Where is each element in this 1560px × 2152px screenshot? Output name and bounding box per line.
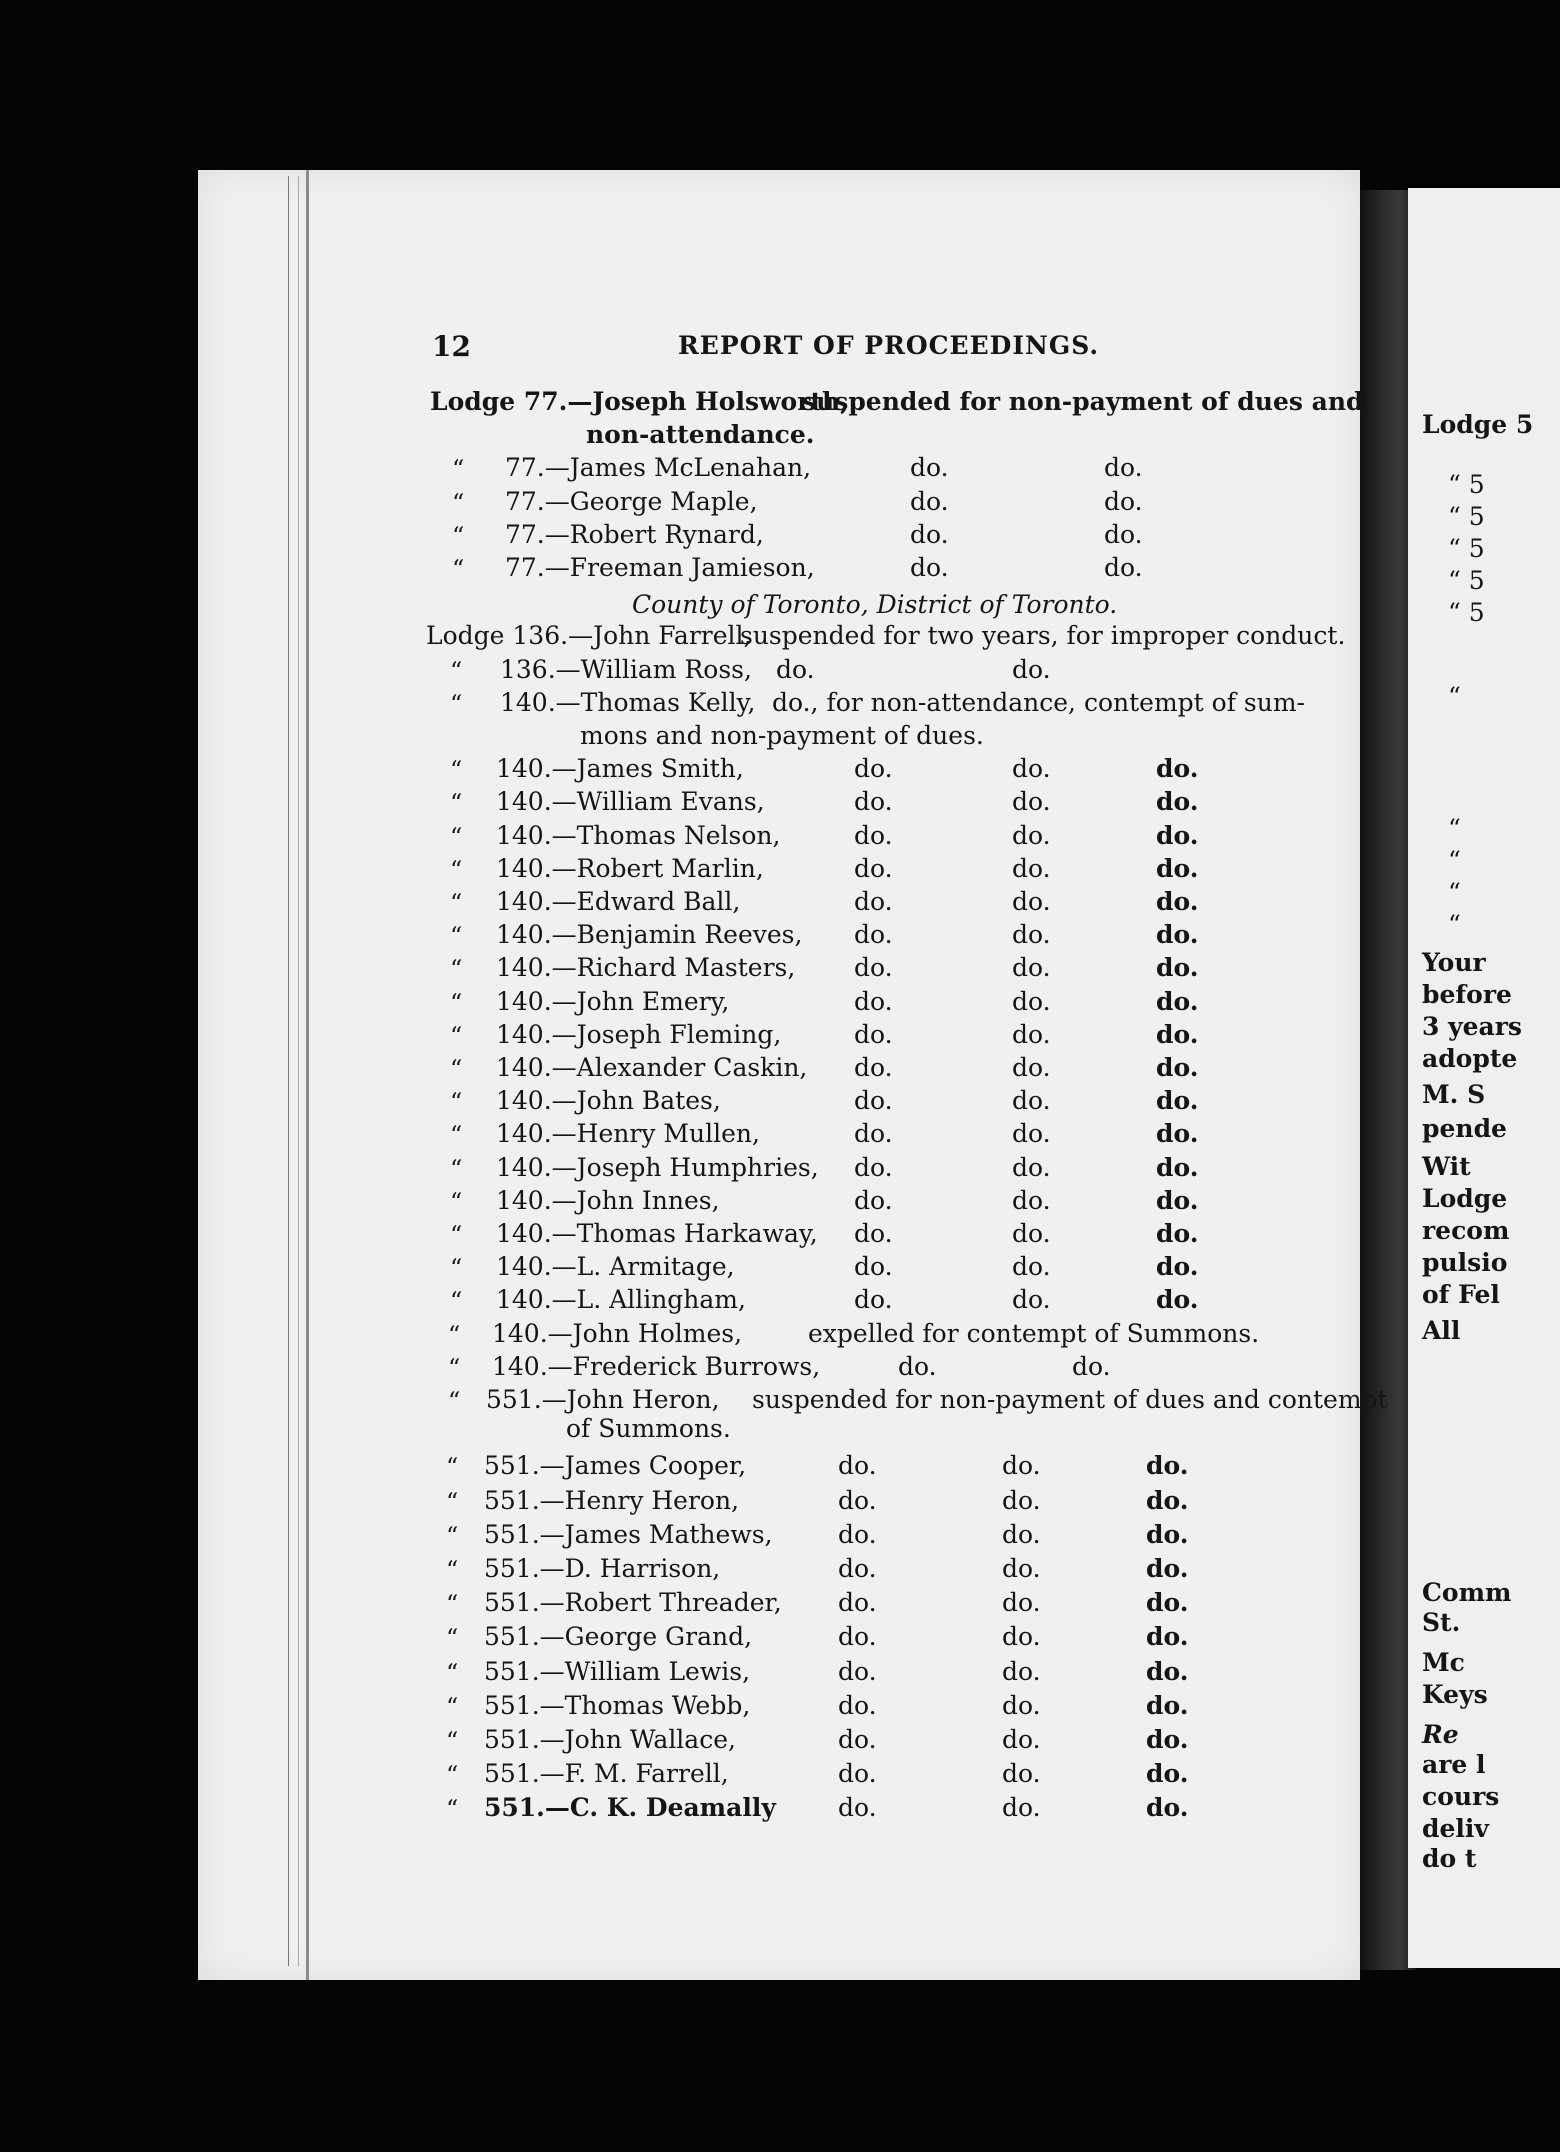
ditto-col-2: do. — [1012, 853, 1051, 883]
facing-page-fragment: pende — [1422, 1114, 1507, 1143]
ditto-mark: “ — [452, 455, 465, 484]
facing-page-fragment: “ — [1448, 878, 1461, 907]
ditto-col-1: do. — [854, 853, 893, 883]
facing-page-fragment: Lodge 5 — [1422, 410, 1534, 439]
ditto-col-2: do. — [1104, 553, 1143, 582]
ditto-col-1: do. — [854, 986, 893, 1016]
entry-name: 551.—George Grand, — [484, 1622, 753, 1652]
entry-name: 140.—Thomas Nelson, — [496, 820, 781, 850]
ditto-col-1: do. — [776, 654, 815, 684]
ditto-col-1: do. — [838, 1519, 877, 1549]
ditto-mark: “ — [450, 656, 463, 685]
entry-name: 77.—George Maple, — [505, 486, 758, 516]
ditto-col-3: do. — [1156, 1152, 1199, 1182]
ditto-mark: “ — [446, 1556, 459, 1584]
ditto-col-3: do. — [1156, 853, 1199, 883]
ditto-col-1: do. — [854, 920, 893, 950]
ditto-mark: “ — [446, 1624, 459, 1653]
ditto-col-3: do. — [1146, 1690, 1189, 1720]
ditto-col-3: do. — [1156, 1086, 1199, 1116]
ditto-col-2: do. — [1012, 787, 1051, 817]
ditto-col-3: do. — [1146, 1519, 1189, 1549]
ditto-col-1: do. — [910, 519, 949, 549]
ditto-col-1: do. — [910, 453, 949, 483]
page-edge — [306, 170, 1363, 1980]
ditto-col-1: do. — [838, 1656, 877, 1686]
ditto-mark: “ — [450, 756, 463, 785]
facing-page-fragment: “ 5 — [1448, 598, 1485, 627]
ditto-col-2: do. — [1012, 920, 1051, 950]
facing-page-fragment: “ — [1448, 846, 1461, 875]
ditto-col-2: do. — [1104, 519, 1143, 549]
ditto-col-2: do. — [1012, 1053, 1051, 1082]
ditto-col-2: do. — [1012, 820, 1051, 850]
ditto-col-3: do. — [1146, 1656, 1189, 1686]
ditto-mark: “ — [446, 1590, 459, 1619]
entry-text: suspended for two years, for improper conduct. — [740, 621, 1346, 651]
facing-page-fragment: Your — [1422, 948, 1486, 977]
ditto-col-3: do. — [1146, 1725, 1189, 1754]
entry-name: 551.—William Lewis, — [484, 1656, 751, 1686]
ditto-col-3: do. — [1156, 1185, 1199, 1215]
facing-page-fragment: “ — [1448, 814, 1461, 843]
ditto-col-3: do. — [1156, 820, 1199, 850]
facing-page-fragment: “ 5 — [1448, 502, 1485, 531]
county-heading: County of Toronto, District of Toronto. — [632, 590, 1118, 620]
ditto-col-1: do. — [854, 1086, 893, 1116]
facing-page-fragment: cours — [1422, 1782, 1500, 1811]
entry-name: 140.—Thomas Harkaway, — [496, 1219, 818, 1248]
entry-name: 140.—John Innes, — [496, 1185, 720, 1215]
ditto-col-3: do. — [1156, 887, 1199, 916]
ditto-col-1: do. — [854, 1285, 893, 1315]
ditto-col-1: do. — [910, 553, 949, 582]
ditto-mark: “ — [450, 822, 463, 851]
ditto-col-2: do. — [1012, 1019, 1051, 1049]
facing-page-fragment: Mc — [1422, 1648, 1465, 1677]
ditto-mark: “ — [448, 1387, 461, 1415]
facing-page-fragment: All — [1422, 1316, 1461, 1345]
ditto-mark: “ — [450, 922, 463, 951]
ditto-mark: “ — [446, 1487, 459, 1516]
entry-name: 140.—John Emery, — [496, 986, 730, 1016]
ditto-col-1: do. — [854, 820, 893, 850]
ditto-col-1: do. — [854, 1019, 893, 1049]
ditto-col-3: do. — [1156, 1219, 1199, 1248]
facing-page-fragment: adopte — [1422, 1044, 1518, 1073]
ditto-col-2: do. — [1104, 453, 1143, 483]
ditto-mark: “ — [452, 521, 465, 550]
facing-page-fragment: recom — [1422, 1216, 1510, 1245]
ditto-col-3: do. — [1146, 1622, 1189, 1652]
entry-name: 140.—Benjamin Reeves, — [496, 920, 803, 950]
entry-name: 140.—Robert Marlin, — [496, 853, 764, 883]
entry-lead: Lodge 136.—John Farrell, — [426, 621, 752, 651]
ditto-mark: “ — [446, 1692, 459, 1721]
entry-name: 140.—Henry Mullen, — [496, 1119, 760, 1149]
ditto-col-1: do. — [838, 1793, 877, 1823]
entry-name: 140.—L. Armitage, — [496, 1252, 735, 1282]
ditto-col-3: do. — [1146, 1793, 1189, 1823]
ditto-col-2: do. — [1012, 1119, 1051, 1149]
ditto-col-2: do. — [1012, 1252, 1051, 1282]
ditto-col-2: do. — [1002, 1622, 1041, 1652]
ditto-mark: “ — [450, 1055, 463, 1083]
entry-name: 551.—F. M. Farrell, — [484, 1759, 729, 1789]
ditto-col-2: do. — [1012, 986, 1051, 1016]
entry-name: 551.—C. K. Deamally — [484, 1793, 776, 1823]
entry-text: suspended for non-payment of dues and contempt — [752, 1385, 1388, 1414]
ditto-mark: “ — [450, 689, 463, 718]
entry-name: 77.—Robert Rynard, — [505, 519, 764, 549]
ditto-mark: “ — [450, 1121, 463, 1150]
entry-text: do., for non-attendance, contempt of sum- — [772, 687, 1305, 717]
ditto-col-1: do. — [898, 1351, 937, 1381]
ditto-col-1: do. — [854, 754, 893, 784]
ditto-mark: “ — [450, 955, 463, 984]
facing-page-fragment: of Fel — [1422, 1280, 1500, 1309]
ditto-col-2: do. — [1012, 1285, 1051, 1315]
entry-lead: Lodge 77.—Joseph Holsworth, — [430, 387, 849, 416]
ditto-col-1: do. — [838, 1485, 877, 1515]
ditto-col-3: do. — [1156, 986, 1199, 1016]
ditto-col-2: do. — [1002, 1725, 1041, 1754]
ditto-col-2: do. — [1012, 754, 1051, 784]
entry-name: 140.—James Smith, — [496, 754, 744, 784]
entry-name: 140.—Edward Ball, — [496, 887, 741, 916]
ditto-col-2: do. — [1104, 486, 1143, 516]
ditto-col-1: do. — [854, 1053, 893, 1082]
facing-page-fragment: before — [1422, 980, 1512, 1009]
ditto-col-3: do. — [1156, 1252, 1199, 1282]
facing-page-fragment: Lodge — [1422, 1184, 1508, 1213]
ditto-col-3: do. — [1146, 1485, 1189, 1515]
entry-name: 551.—James Mathews, — [484, 1519, 773, 1549]
ditto-col-2: do. — [1002, 1759, 1041, 1789]
ditto-col-2: do. — [1012, 1086, 1051, 1116]
entry-name: 140.—Richard Masters, — [496, 953, 796, 983]
ditto-col-3: do. — [1156, 920, 1199, 950]
ditto-col-2: do. — [1012, 953, 1051, 983]
entry-name: 551.—D. Harrison, — [484, 1554, 721, 1583]
ditto-col-3: do. — [1156, 1019, 1199, 1049]
ditto-mark: “ — [450, 988, 463, 1017]
ditto-col-3: do. — [1156, 787, 1199, 817]
ditto-col-1: do. — [910, 486, 949, 516]
facing-page-fragment: St. — [1422, 1608, 1461, 1637]
ditto-col-3: do. — [1146, 1588, 1189, 1618]
ditto-col-2: do. — [1002, 1656, 1041, 1686]
entry-name: 140.—Joseph Fleming, — [496, 1019, 782, 1049]
entry-name: 551.—Henry Heron, — [484, 1485, 740, 1515]
entry-continuation: non-attendance. — [586, 420, 815, 450]
entry-name: 551.—Thomas Webb, — [484, 1690, 751, 1720]
entry-continuation: mons and non-payment of dues. — [580, 721, 984, 750]
ditto-col-2: do. — [1012, 887, 1051, 916]
ditto-mark: “ — [446, 1795, 459, 1824]
ditto-col-1: do. — [854, 1119, 893, 1149]
facing-page-fragment: Keys — [1422, 1680, 1488, 1709]
facing-page-fragment: “ 5 — [1448, 470, 1485, 499]
ditto-mark: “ — [450, 1187, 463, 1216]
ditto-col-2: do. — [1002, 1588, 1041, 1618]
entry-name: 77.—Freeman Jamieson, — [505, 553, 815, 582]
ditto-col-1: do. — [838, 1725, 877, 1754]
ditto-col-1: do. — [838, 1451, 877, 1481]
ditto-mark: “ — [446, 1761, 459, 1790]
ditto-col-2: do. — [1012, 1152, 1051, 1182]
ditto-mark: “ — [450, 1021, 463, 1050]
facing-page-fragment: 3 years — [1422, 1012, 1522, 1041]
entry-name: 140.—Joseph Humphries, — [496, 1152, 819, 1182]
entry-name: 140.—John Bates, — [496, 1086, 721, 1116]
entry-name: 551.—John Wallace, — [484, 1725, 736, 1754]
ditto-col-1: do. — [838, 1554, 877, 1583]
entry-continuation: of Summons. — [566, 1414, 731, 1444]
ditto-col-2: do. — [1002, 1451, 1041, 1481]
ditto-col-1: do. — [854, 887, 893, 916]
ditto-mark: “ — [450, 789, 463, 818]
ditto-col-2: do. — [1012, 1185, 1051, 1215]
ditto-col-3: do. — [1146, 1451, 1189, 1481]
ditto-mark: “ — [448, 1353, 461, 1382]
entry-name: 551.—Robert Threader, — [484, 1588, 782, 1618]
ditto-mark: “ — [452, 555, 465, 583]
ditto-col-1: do. — [854, 1219, 893, 1248]
facing-page-fragment: M. S — [1422, 1080, 1486, 1109]
ditto-col-2: do. — [1002, 1690, 1041, 1720]
facing-page-fragment: pulsio — [1422, 1248, 1508, 1277]
entry-name: 140.—Frederick Burrows, — [492, 1351, 821, 1381]
ditto-col-1: do. — [854, 787, 893, 817]
ditto-col-3: do. — [1156, 1119, 1199, 1149]
ditto-col-2: do. — [1012, 654, 1051, 684]
facing-page-fragment: Comm — [1422, 1578, 1512, 1607]
ditto-col-3: do. — [1156, 1053, 1199, 1082]
entry-text: expelled for contempt of Summons. — [808, 1318, 1260, 1348]
ditto-mark: “ — [450, 1287, 463, 1316]
ditto-mark: “ — [450, 855, 463, 884]
ditto-mark: “ — [446, 1521, 459, 1550]
ditto-col-2: do. — [1002, 1554, 1041, 1583]
facing-page-fragment: do t — [1422, 1844, 1477, 1873]
ditto-col-2: do. — [1002, 1519, 1041, 1549]
ditto-col-3: do. — [1156, 953, 1199, 983]
ditto-mark: “ — [446, 1658, 459, 1687]
entry-name: 77.—James McLenahan, — [505, 453, 812, 483]
entry-text: suspended for non-payment of dues and — [802, 387, 1364, 416]
ditto-col-2: do. — [1002, 1793, 1041, 1823]
ditto-mark: “ — [450, 1221, 463, 1249]
entry-name: 140.—John Holmes, — [492, 1318, 743, 1348]
page-number: 12 — [432, 330, 471, 363]
entry-name: 551.—John Heron, — [486, 1385, 720, 1414]
facing-page — [1408, 188, 1560, 1968]
ditto-col-2: do. — [1072, 1351, 1111, 1381]
ditto-mark: “ — [450, 1088, 463, 1117]
ditto-mark: “ — [450, 889, 463, 917]
entry-name: 140.—L. Allingham, — [496, 1285, 746, 1315]
facing-page-fragment: are l — [1422, 1750, 1486, 1779]
facing-page-fragment: deliv — [1422, 1814, 1489, 1843]
ditto-mark: “ — [450, 1154, 463, 1183]
ditto-col-3: do. — [1156, 754, 1199, 784]
ditto-col-1: do. — [854, 1252, 893, 1282]
facing-page-fragment: Wit — [1422, 1152, 1471, 1181]
ditto-col-1: do. — [854, 953, 893, 983]
ditto-col-1: do. — [854, 1152, 893, 1182]
ditto-col-3: do. — [1156, 1285, 1199, 1315]
ditto-col-3: do. — [1146, 1759, 1189, 1789]
ditto-mark: “ — [448, 1320, 461, 1349]
ditto-col-1: do. — [838, 1588, 877, 1618]
facing-page-fragment: “ 5 — [1448, 566, 1485, 595]
ditto-col-2: do. — [1002, 1485, 1041, 1515]
ditto-col-3: do. — [1146, 1554, 1189, 1583]
entry-name: 140.—Thomas Kelly, — [500, 687, 756, 717]
entry-name: 140.—Alexander Caskin, — [496, 1053, 808, 1082]
facing-page-fragment: “ 5 — [1448, 534, 1485, 563]
entry-name: 551.—James Cooper, — [484, 1451, 747, 1481]
ditto-col-2: do. — [1012, 1219, 1051, 1248]
facing-page-fragment: Re — [1422, 1720, 1459, 1749]
entry-name: 140.—William Evans, — [496, 787, 765, 817]
ditto-mark: “ — [452, 488, 465, 517]
ditto-mark: “ — [446, 1727, 459, 1755]
facing-page-fragment: “ — [1448, 910, 1461, 939]
ditto-col-1: do. — [838, 1622, 877, 1652]
ditto-mark: “ — [446, 1453, 459, 1482]
ditto-mark: “ — [450, 1254, 463, 1283]
ditto-col-1: do. — [854, 1185, 893, 1215]
ditto-col-1: do. — [838, 1690, 877, 1720]
entry-name: 136.—William Ross, — [500, 654, 752, 684]
ditto-col-1: do. — [838, 1759, 877, 1789]
running-title: REPORT OF PROCEEDINGS. — [678, 331, 1100, 360]
facing-page-fragment: “ — [1448, 682, 1461, 711]
